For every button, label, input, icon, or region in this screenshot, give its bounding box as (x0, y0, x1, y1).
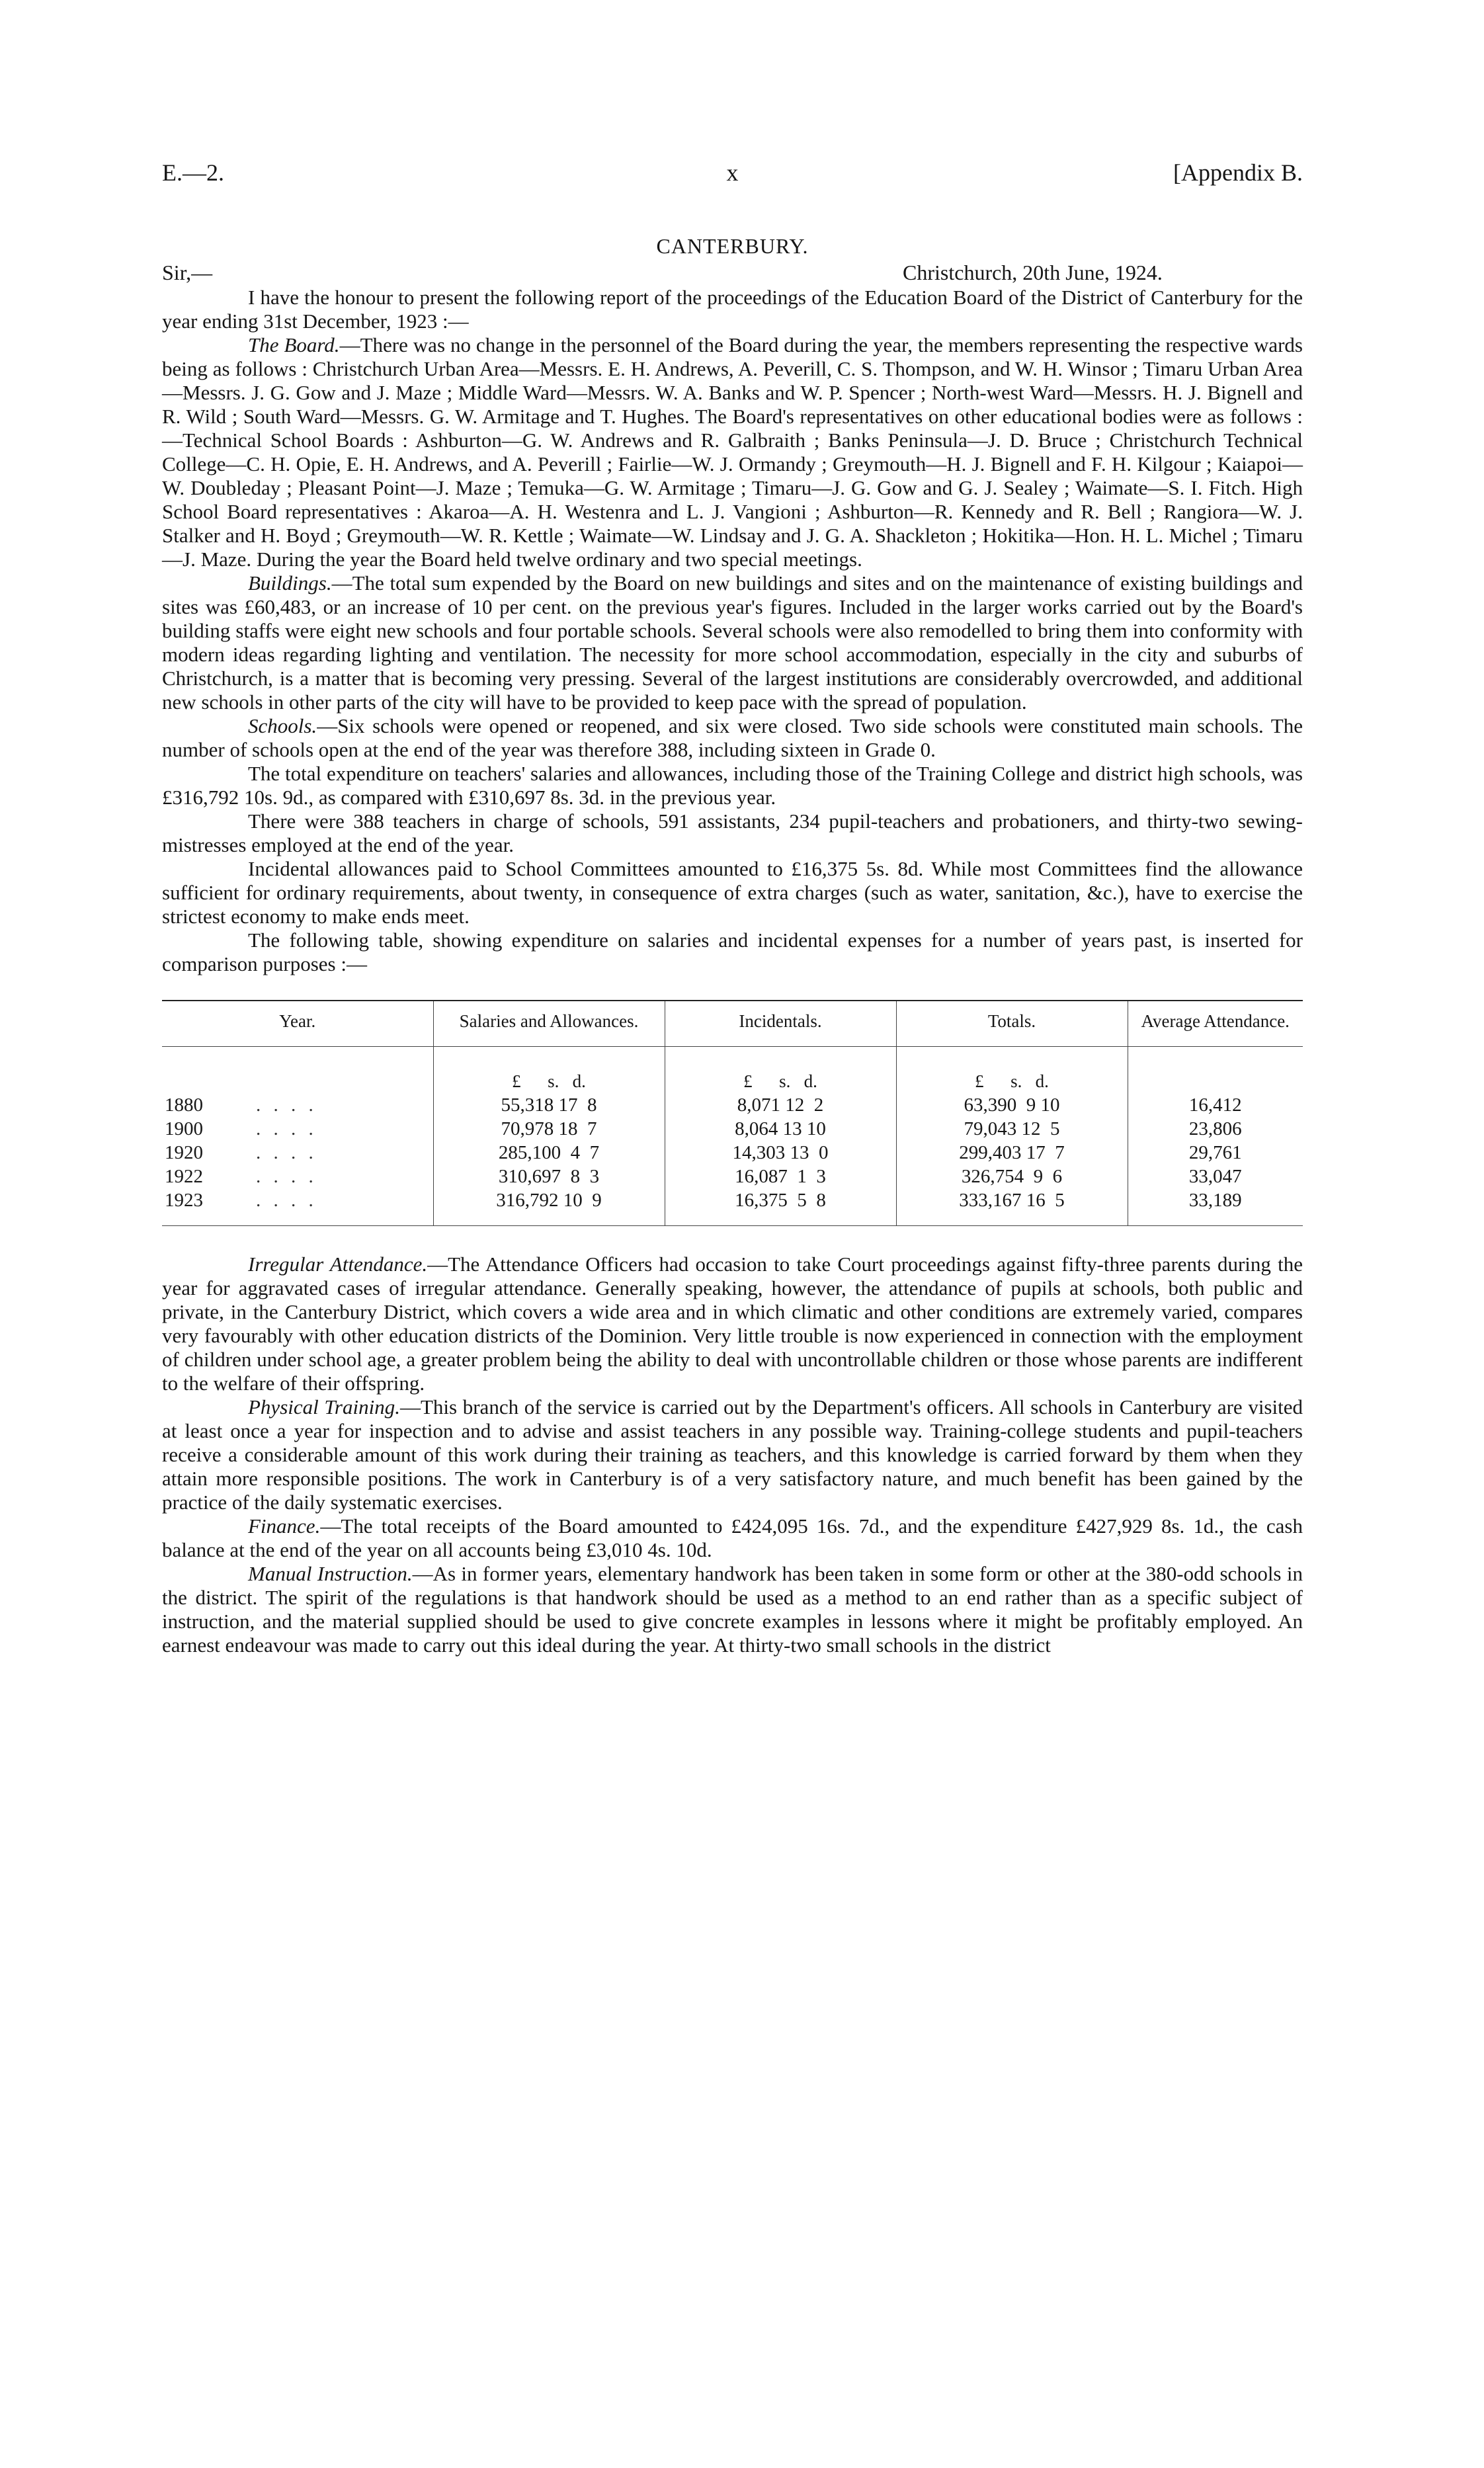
attendance-cell: 33,189 (1128, 1188, 1303, 1226)
table-row (162, 1093, 1303, 1117)
paragraph-text: —As in former years, elementary handwork has been taken in some form or other at the 380-odd schools in the district. The spirit of the regulations is that handwork should be used as a method to an end rather than as a specific subject of instruction, and the material supplied should be used to give concrete examples in lessons where it might be profitably employed. An earnest endeavour was made to carry out this ideal during the year. At thirty-two small schools in the district (162, 1562, 1303, 1657)
year-cell (162, 1188, 433, 1226)
leader-dots: . . . . (256, 1094, 317, 1116)
incidentals-cell: 16,375 5 8 (665, 1188, 896, 1226)
paragraph (162, 857, 1303, 928)
expenditure-table (162, 1000, 1303, 1226)
paragraphs-after-table (162, 1253, 1303, 1657)
paragraph (162, 809, 1303, 857)
incidentals-cell: 8,071 12 2 (665, 1093, 896, 1117)
paragraph-text: —Six schools were opened or reopened, and six were closed. Two side schools were constituted main schools. The number of schools open at the end of the year was therefore 388, including sixteen in Grade 0. (162, 714, 1303, 761)
col-totals-header: Totals. (896, 1001, 1128, 1047)
incidentals-cell: 14,303 13 0 (665, 1141, 896, 1165)
units-incidentals: £ s. d. (665, 1047, 896, 1094)
paragraph-text: —The total sum expended by the Board on new buildings and sites and on the maintenance of existing buildings and sites was £60,483, or an increase of 10 per cent. on the previous year's figures. Included in the larger works carried out by the Board's building staffs were eight new schools and four portable schools. Several schools were also remodelled to bring them into conformity with modern ideas regarding lighting and ventilation. The necessity for more school accommodation, especially in the city and suburbs of Christchurch, is a matter that is becoming very pressing. Several of the largest institutions are considerably overcrowded, and additional new schools in other parts of the city will have to be provided to keep pace with the spread of population. (162, 571, 1303, 714)
table-row (162, 1117, 1303, 1141)
table-row (162, 1188, 1303, 1226)
salaries-cell: 310,697 8 3 (433, 1165, 665, 1188)
col-year-header: Year. (162, 1001, 433, 1047)
paragraph-text: —The total receipts of the Board amounted to £424,095 16s. 7d., and the expenditure £427,929 8s. 1d., the cash balance at the end of the year on all accounts being £3,010 4s. 10d. (162, 1514, 1303, 1561)
year-value: 1920 (165, 1142, 203, 1163)
paragraph-text: —The Attendance Officers had occasion to take Court proceedings against fifty-three parents during the year for aggravated cases of irregular attendance. Generally speaking, however, the attendance of pupils at schools, both public and private, in the Canterbury District, which covers a wide area and in which climatic and other conditions are extremely varied, compares very favourably with other education districts of the Dominion. Very little trouble is now experienced in connection with the employment of children under school age, a greater problem being the ability to deal with uncontrollable children or those whose parents are indifferent to the welfare of their offspring. (162, 1253, 1303, 1395)
paragraph-text: I have the honour to present the following report of the proceedings of the Education Board of the District of Canterbury for the year ending 31st December, 1923 :— (162, 286, 1303, 333)
units-totals: £ s. d. (896, 1047, 1128, 1094)
paragraph-heading: Finance. (248, 1514, 321, 1538)
totals-cell: 333,167 16 5 (896, 1188, 1128, 1226)
paragraph (162, 286, 1303, 333)
paragraph-text: There were 388 teachers in charge of schools, 591 assistants, 234 pupil-teachers and probationers, and thirty-two sewing-mistresses employed at the end of the year. (162, 809, 1303, 856)
paragraph (162, 1395, 1303, 1514)
letter-date: Christchurch, 20th June, 1924. (903, 261, 1163, 284)
year-value: 1922 (165, 1166, 203, 1187)
paragraph (162, 1253, 1303, 1395)
paragraph-heading: Irregular Attendance. (248, 1253, 428, 1276)
salaries-cell: 316,792 10 9 (433, 1188, 665, 1226)
col-attendance-header: Average Attendance. (1128, 1001, 1303, 1047)
salutation-line (162, 259, 1303, 286)
table-header-row (162, 1001, 1303, 1047)
paragraph-text: —There was no change in the personnel of the Board during the year, the members representing the respective wards being as follows : Christchurch Urban Area—Messrs. E. H. Andrews, A. Peverill, C. S. Thompson, and W. H. Winsor ; Timaru Urban Area—Messrs. J. G. Gow and J. Maze ; Middle Ward—Messrs. W. A. Banks and W. P. Spencer ; North-west Ward—Messrs. H. J. Bignell and R. Wild ; South Ward—Messrs. G. W. Armitage and T. Hughes. The Board's representatives on other educational bodies were as follows :—Technical School Boards : Ashburton—G. W. Andrews and R. Galbraith ; Banks Peninsula—J. D. Bruce ; Christchurch Technical College—C. H. Opie, E. H. Andrews, and A. Peverill ; Fairlie—W. J. Ormandy ; Greymouth—H. J. Bignell and F. H. Kilgour ; Kaiapoi—W. Doubleday ; Pleasant Point—J. Maze ; Temuka—G. W. Armitage ; Timaru—J. G. Gow and G. J. Sealey ; Waimate—S. I. Fitch. High School Board representatives : Akaroa—A. H. Westenra and L. J. Vangioni ; Ashburton—R. Kennedy and R. Bell ; Rangiora—W. J. Stalker and H. Boyd ; Greymouth—W. R. Kettle ; Waimate—W. Lindsay and J. G. A. Shackleton ; Hokitika—Hon. H. L. Michel ; Timaru—J. Maze. During the year the Board held twelve ordinary and two special meetings. (162, 333, 1303, 571)
paragraph (162, 928, 1303, 976)
totals-cell: 79,043 12 5 (896, 1117, 1128, 1141)
header-reference: E.—2. (162, 159, 224, 186)
year-cell (162, 1165, 433, 1188)
incidentals-cell: 16,087 1 3 (665, 1165, 896, 1188)
leader-dots: . . . . (256, 1166, 317, 1187)
totals-cell: 63,390 9 10 (896, 1093, 1128, 1117)
paragraph-text: The total expenditure on teachers' salaries and allowances, including those of the Training College and district high schools, was £316,792 10s. 9d., as compared with £310,697 8s. 3d. in the previous year. (162, 762, 1303, 809)
year-value: 1900 (165, 1118, 203, 1139)
paragraphs-before-table (162, 286, 1303, 976)
paragraph (162, 571, 1303, 714)
salaries-cell: 55,318 17 8 (433, 1093, 665, 1117)
paragraph-text: Incidental allowances paid to School Committees amounted to £16,375 5s. 8d. While most Committees find the allowance sufficient for ordinary requirements, about twenty, in consequence of extra charges (such as water, sanitation, &c.), have to exercise the strictest economy to make ends meet. (162, 857, 1303, 928)
col-salaries-header: Salaries and Allowances. (433, 1001, 665, 1047)
page-number: x (726, 159, 739, 186)
salaries-cell: 70,978 18 7 (433, 1117, 665, 1141)
paragraph (162, 714, 1303, 762)
year-cell (162, 1117, 433, 1141)
report-title: CANTERBURY. (656, 234, 809, 258)
paragraph-heading: Buildings. (248, 571, 332, 595)
paragraph (162, 1562, 1303, 1657)
year-cell (162, 1093, 433, 1117)
header-appendix: [Appendix B. (1173, 159, 1303, 186)
paragraph (162, 1514, 1303, 1562)
attendance-cell: 16,412 (1128, 1093, 1303, 1117)
year-cell (162, 1141, 433, 1165)
leader-dots: . . . . (256, 1190, 317, 1211)
col-incidentals-header: Incidentals. (665, 1001, 896, 1047)
paragraph-text: The following table, showing expenditure on salaries and incidental expenses for a number of years past, is inserted for comparison purposes :— (162, 928, 1303, 975)
paragraph-text: —This branch of the service is carried out by the Department's officers. All schools in Canterbury are visited at least once a year for inspection and to advise and assist teachers in any possible way. Training-college students and pupil-teachers receive a considerable amount of this work during their training as teachers, and this knowledge is carried forward by them when they attain more responsible positions. The work in Canterbury is of a very satisfactory nature, and much benefit has been gained by the practice of the daily systematic exercises. (162, 1395, 1303, 1514)
totals-cell: 299,403 17 7 (896, 1141, 1128, 1165)
paragraph-heading: Manual Instruction. (248, 1562, 413, 1585)
leader-dots: . . . . (256, 1118, 317, 1139)
totals-cell: 326,754 9 6 (896, 1165, 1128, 1188)
paragraph-heading: Physical Training. (248, 1395, 400, 1419)
year-value: 1923 (165, 1190, 203, 1211)
attendance-cell: 33,047 (1128, 1165, 1303, 1188)
table-row (162, 1165, 1303, 1188)
salaries-cell: 285,100 4 7 (433, 1141, 665, 1165)
year-value: 1880 (165, 1094, 203, 1116)
attendance-cell: 23,806 (1128, 1117, 1303, 1141)
paragraph (162, 762, 1303, 809)
page-header (162, 159, 1303, 198)
units-salaries: £ s. d. (433, 1047, 665, 1094)
leader-dots: . . . . (256, 1142, 317, 1163)
paragraph-heading: Schools. (248, 714, 317, 737)
attendance-cell: 29,761 (1128, 1141, 1303, 1165)
paragraph (162, 333, 1303, 571)
units-row (162, 1047, 1303, 1094)
salutation: Sir,— (162, 261, 213, 284)
table-row (162, 1141, 1303, 1165)
document-page (162, 159, 1303, 1657)
paragraph-heading: The Board. (248, 333, 340, 356)
incidentals-cell: 8,064 13 10 (665, 1117, 896, 1141)
